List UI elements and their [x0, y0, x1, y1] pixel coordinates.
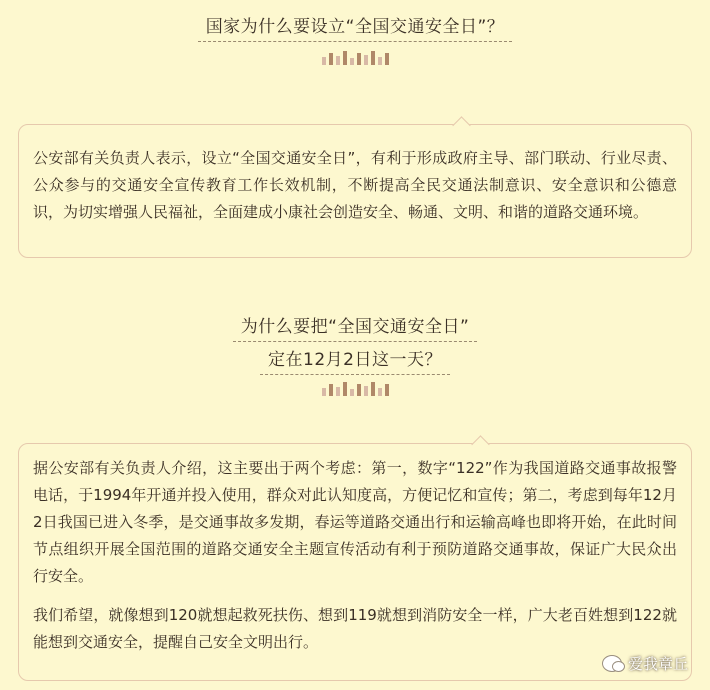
- section2-heading-line2: 定在12月2日这一天？: [0, 345, 710, 375]
- divider-decoration: [0, 377, 710, 393]
- wechat-icon: [602, 655, 622, 672]
- watermark: [602, 653, 688, 674]
- info-card: [18, 124, 692, 258]
- info-card: [18, 443, 692, 681]
- divider-decoration: [0, 46, 710, 62]
- card-paragraph: 公安部有关负责人表示，设立“全国交通安全日”，有利于形成政府主导、部门联动、行业尽责、公众参与的交通安全宣传教育工作长效机制，不断提高全民交通法制意识、安全意识和公德意识，为切实增强人民福祉，全面建成小康社会创造安全、畅通、文明、和谐的道路交通环境。: [33, 149, 677, 221]
- section1-heading: 国家为什么要设立“全国交通安全日”？: [0, 12, 710, 42]
- card-notch: [452, 116, 470, 134]
- card-paragraph: 我们希望，就像想到120就想起救死扶伤、想到119就想到消防安全一样，广大老百姓想到122就能想到交通安全，提醒自己安全文明出行。: [33, 606, 677, 651]
- watermark-text: 爱我章丘: [627, 655, 688, 673]
- section2-heading-line1: 为什么要把“全国交通安全日”: [0, 312, 710, 342]
- card-notch: [471, 435, 489, 453]
- card-paragraph: 据公安部有关负责人介绍，这主要出于两个考虑：第一，数字“122”作为我国道路交通事故报警电话，于1994年开通并投入使用，群众对此认知度高，方便记忆和宣传；第二，考虑到每年12月2日我国已进入冬季，是交通事故多发期，春运等道路交通出行和运输高峰也即将开始，在此时间节点组织开展全国范围的道路交通安全主题宣传活动有利于预防道路交通事故，保证广大民众出行安全。: [33, 459, 677, 585]
